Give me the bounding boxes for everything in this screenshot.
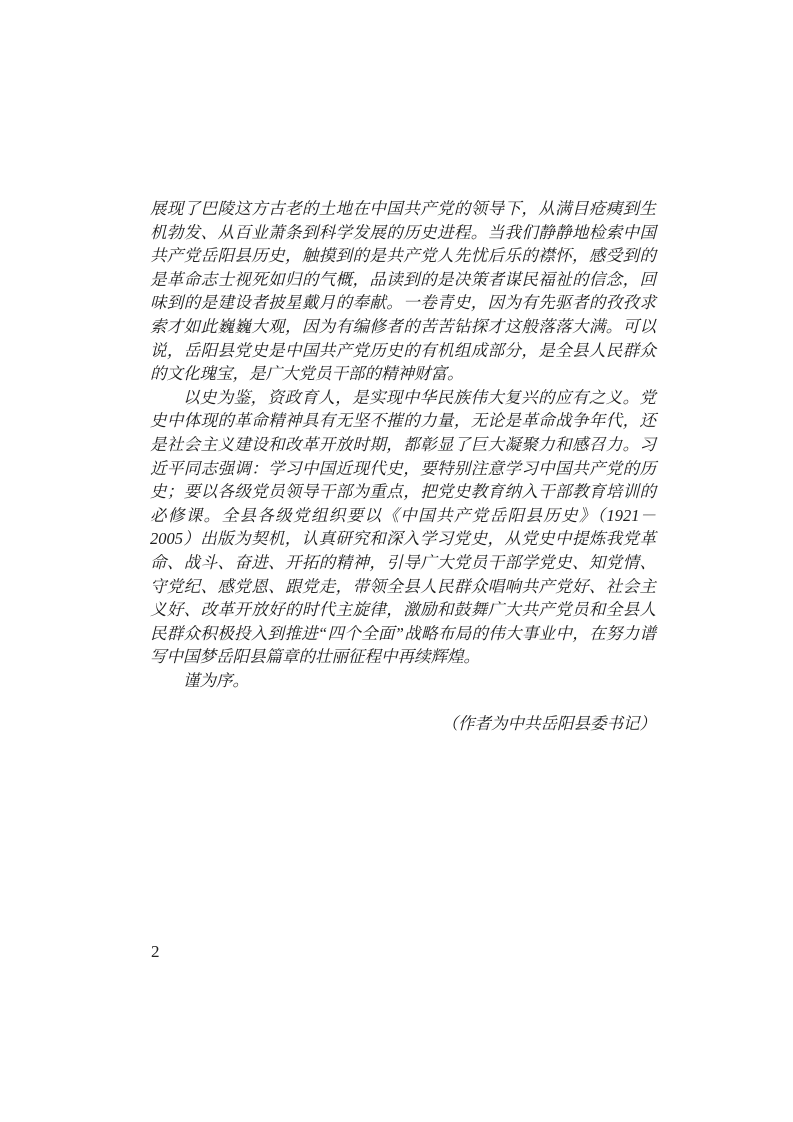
page-number: 2 xyxy=(151,942,160,961)
author-note: （作者为中共岳阳县委书记） xyxy=(441,714,656,734)
paragraph-second: 以史为鉴，资政育人，是实现中华民族伟大复兴的应有之义。党史中体现的革命精神具有无坚不摧的力量，无论是革命战争年代，还是社会主义建设和改革开放时期，都彰显了巨大凝聚力和感召力。习近平同志强调：学习中国近现代史，要特别注意学习中国共产党的历史；要以各级党员领导干部为重点，把党史教育纳入干部教育培训的必修课。全县各级党组织要以《中国共产党岳阳县历史》（1921－2005）出版为契机，认真研究和深入学习党史，从党史中提炼我党革命、战斗、奋进、开拓的精神，引导广大党员干部学党史、知党情、守党纪、感党恩、跟党走，带领全县人民群众唱响共产党好、社会主义好、改革开放好的时代主旋律，激励和鼓舞广大共产党员和全县人民群众积极投入到推进“四个全面”战略布局的伟大事业中，在努力谱写中国梦岳阳县篇章的壮丽征程中再续辉煌。 xyxy=(150,387,656,667)
paragraph-closing: 谨为序。 xyxy=(183,670,249,690)
text-block xyxy=(150,197,656,736)
paragraph-continuation: 展现了巴陵这方古老的土地在中国共产党的领导下，从满目疮痍到生机勃发、从百业萧条到科学发展的历史进程。当我们静静地检索中国共产党岳阳县历史，触摸到的是共产党人先忧后乐的襟怀，感受到的是革命志士视死如归的气概，品读到的是决策者谋民福祉的信念，回味到的是建设者披星戴月的奉献。一卷青史，因为有先驱者的孜孜求索才如此巍巍大观，因为有编修者的苦苦钻探才这般落落大满。可以说，岳阳县党史是中国共产党历史的有机组成部分，是全县人民群众的文化瑰宝，是广大党员干部的精神财富。 xyxy=(150,199,656,384)
